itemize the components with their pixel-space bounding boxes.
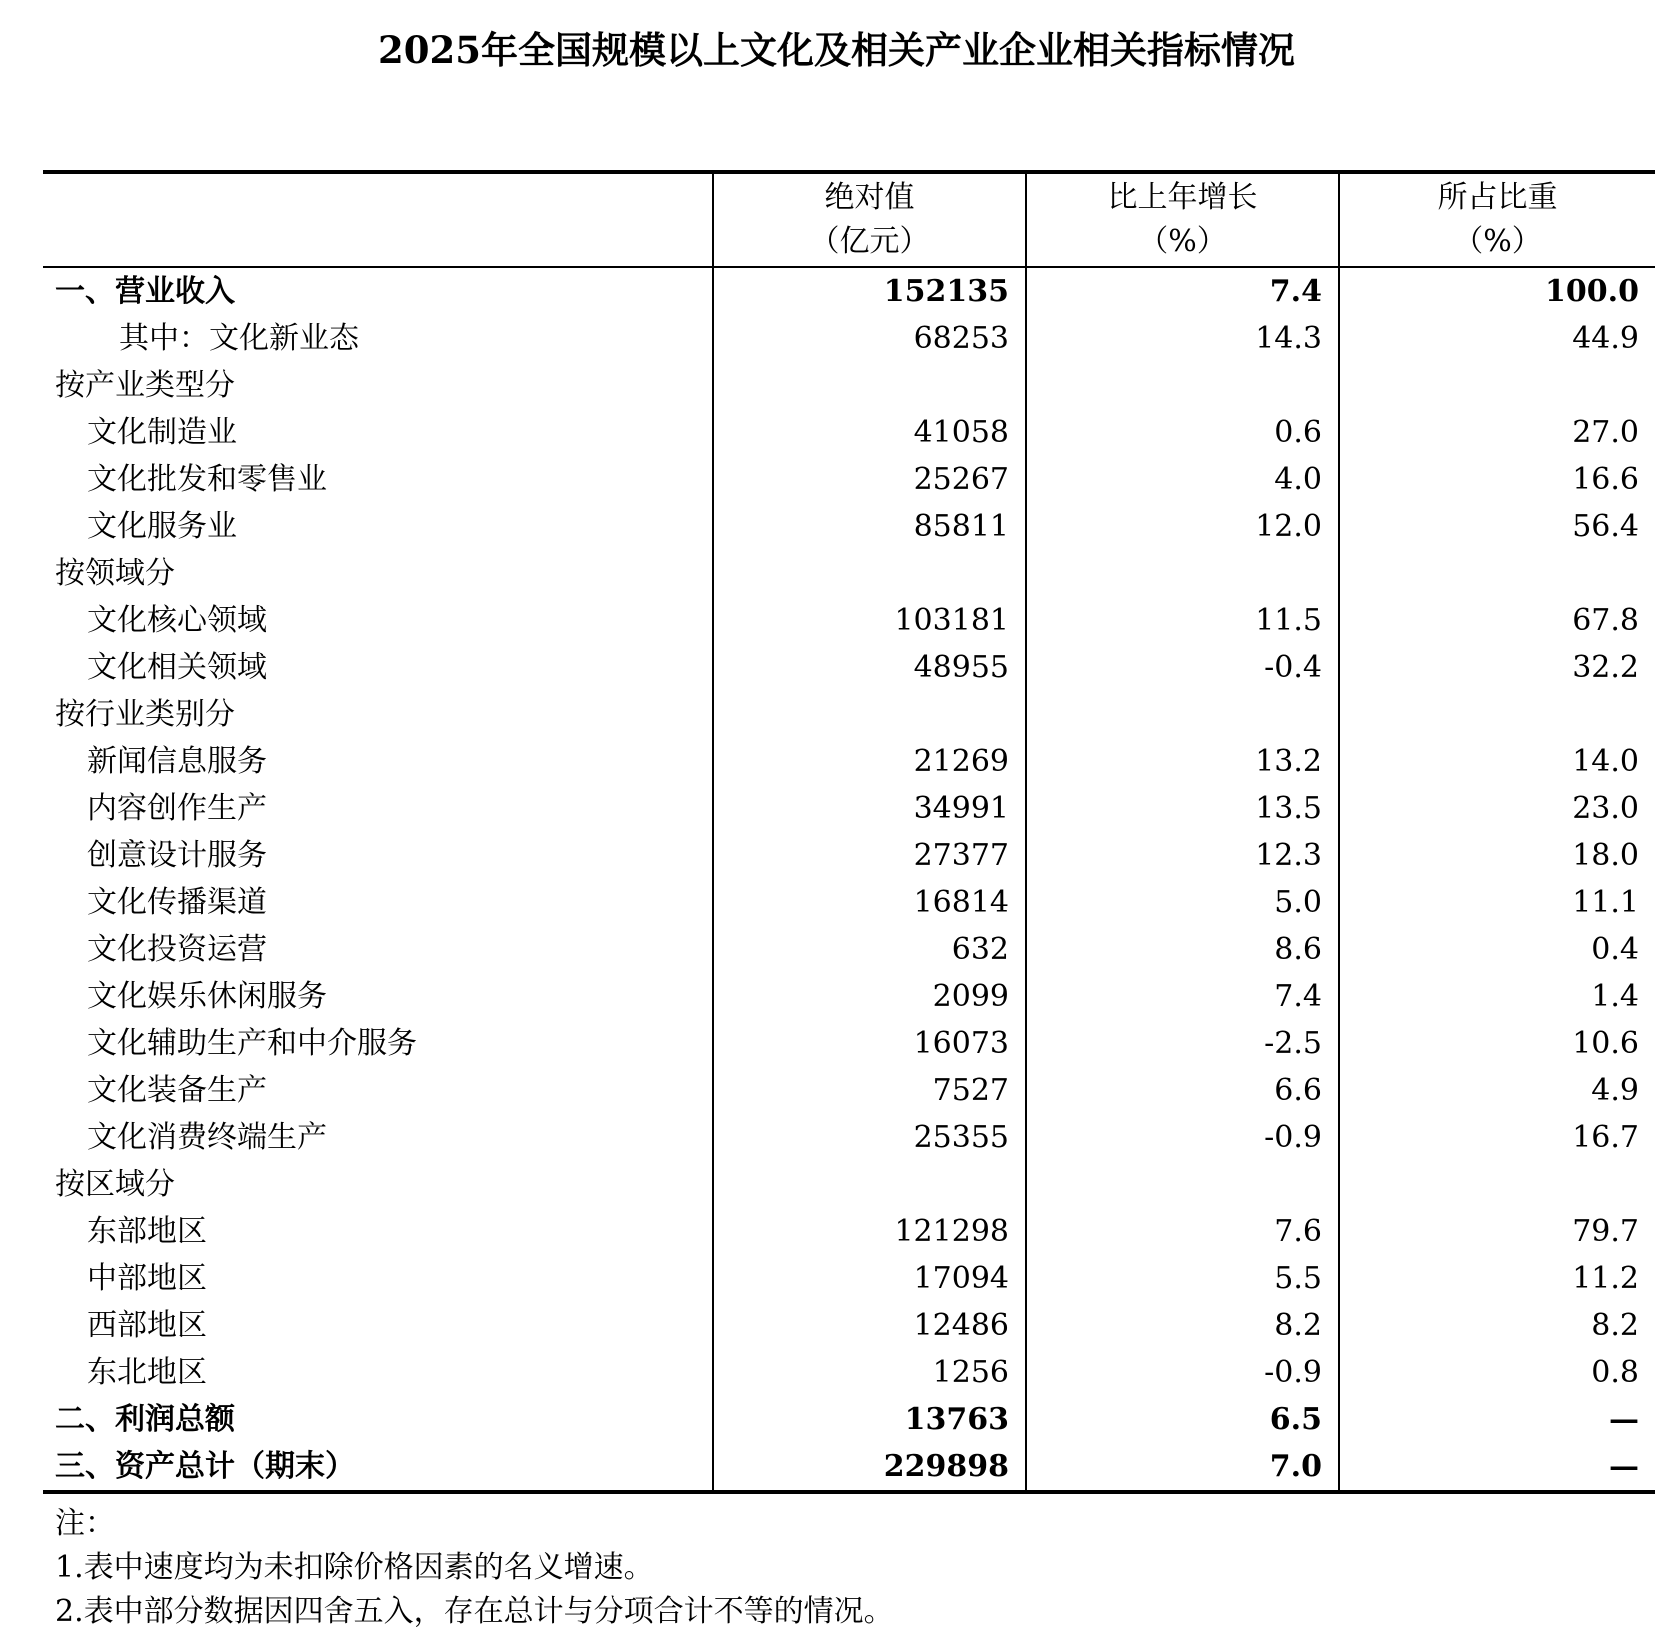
share-cell: 18.0 <box>1339 832 1655 879</box>
share-cell: 11.1 <box>1339 879 1655 926</box>
growth-cell: -2.5 <box>1026 1020 1339 1067</box>
growth-cell: 13.2 <box>1026 738 1339 785</box>
share-cell: 16.7 <box>1339 1114 1655 1161</box>
table-row <box>43 597 1655 644</box>
share-cell: 11.2 <box>1339 1255 1655 1302</box>
header-row <box>43 172 1655 267</box>
table-header <box>43 172 1655 267</box>
value-cell: 12486 <box>713 1302 1026 1349</box>
value-cell: 17094 <box>713 1255 1026 1302</box>
table-body <box>43 267 1655 1492</box>
header-line: 比上年增长 <box>1107 180 1258 215</box>
header-unit: （亿元） <box>809 224 930 259</box>
growth-cell: 4.0 <box>1026 456 1339 503</box>
value-cell: 103181 <box>713 597 1026 644</box>
share-cell: 32.2 <box>1339 644 1655 691</box>
share-cell: 1.4 <box>1339 973 1655 1020</box>
share-cell <box>1339 691 1655 738</box>
growth-cell: 12.3 <box>1026 832 1339 879</box>
table-row <box>43 1161 1655 1208</box>
growth-cell <box>1026 691 1339 738</box>
table-row <box>43 785 1655 832</box>
share-cell: 44.9 <box>1339 315 1655 362</box>
table-row <box>43 409 1655 456</box>
value-cell: 1256 <box>713 1349 1026 1396</box>
value-cell: 25267 <box>713 456 1026 503</box>
notes <box>55 1502 894 1634</box>
table-row <box>43 550 1655 597</box>
note-item: 1.表中速度均为未扣除价格因素的名义增速。 <box>55 1550 654 1585</box>
share-cell <box>1339 1161 1655 1208</box>
row-label: 内容创作生产 <box>87 791 267 826</box>
growth-cell: 0.6 <box>1026 409 1339 456</box>
table-row <box>43 1208 1655 1255</box>
page-title: 2025年全国规模以上文化及相关产业企业相关指标情况 <box>378 28 1295 72</box>
row-label: 文化相关领域 <box>87 650 267 685</box>
table-row <box>43 267 1655 315</box>
row-label: 文化制造业 <box>87 415 237 450</box>
growth-cell: -0.9 <box>1026 1114 1339 1161</box>
value-cell <box>713 362 1026 409</box>
value-cell: 68253 <box>713 315 1026 362</box>
row-label: 其中：文化新业态 <box>119 321 359 356</box>
value-cell: 27377 <box>713 832 1026 879</box>
share-cell: — <box>1339 1443 1655 1492</box>
table-row <box>43 1396 1655 1443</box>
growth-cell: 5.5 <box>1026 1255 1339 1302</box>
value-cell: 7527 <box>713 1067 1026 1114</box>
growth-cell: 7.4 <box>1026 267 1339 315</box>
row-label: 二、利润总额 <box>55 1402 235 1437</box>
growth-cell: 11.5 <box>1026 597 1339 644</box>
value-cell: 21269 <box>713 738 1026 785</box>
row-label: 按领域分 <box>55 556 175 591</box>
table-row <box>43 832 1655 879</box>
table-row <box>43 738 1655 785</box>
row-label: 三、资产总计（期末） <box>55 1449 355 1484</box>
share-cell: 10.6 <box>1339 1020 1655 1067</box>
growth-cell: 8.6 <box>1026 926 1339 973</box>
table-row <box>43 1255 1655 1302</box>
row-label: 一、营业收入 <box>55 274 235 309</box>
share-cell: 100.0 <box>1339 267 1655 315</box>
growth-cell: -0.4 <box>1026 644 1339 691</box>
row-label: 文化核心领域 <box>87 603 267 638</box>
value-cell: 632 <box>713 926 1026 973</box>
growth-cell: 8.2 <box>1026 1302 1339 1349</box>
table-row <box>43 456 1655 503</box>
row-label: 按区域分 <box>55 1167 175 1202</box>
header-absolute-value <box>713 172 1026 267</box>
share-cell: 0.8 <box>1339 1349 1655 1396</box>
share-cell: 8.2 <box>1339 1302 1655 1349</box>
share-cell: — <box>1339 1396 1655 1443</box>
growth-cell: 13.5 <box>1026 785 1339 832</box>
row-label: 文化投资运营 <box>87 932 267 967</box>
table-row <box>43 362 1655 409</box>
row-label: 东北地区 <box>87 1355 207 1390</box>
table-row <box>43 1020 1655 1067</box>
growth-cell: 6.5 <box>1026 1396 1339 1443</box>
header-share <box>1339 172 1655 267</box>
share-cell: 16.6 <box>1339 456 1655 503</box>
table-row <box>43 1114 1655 1161</box>
header-line: 所占比重 <box>1437 180 1558 215</box>
value-cell: 85811 <box>713 503 1026 550</box>
table-row <box>43 503 1655 550</box>
growth-cell: 5.0 <box>1026 879 1339 926</box>
value-cell: 229898 <box>713 1443 1026 1492</box>
row-label: 文化消费终端生产 <box>87 1120 327 1155</box>
header-unit: （%） <box>1138 224 1227 259</box>
value-cell <box>713 691 1026 738</box>
value-cell <box>713 550 1026 597</box>
table-row <box>43 315 1655 362</box>
row-label: 文化传播渠道 <box>87 885 267 920</box>
row-label: 按行业类别分 <box>55 697 235 732</box>
growth-cell: 7.4 <box>1026 973 1339 1020</box>
row-label: 文化辅助生产和中介服务 <box>87 1026 417 1061</box>
value-cell: 34991 <box>713 785 1026 832</box>
share-cell: 27.0 <box>1339 409 1655 456</box>
header-unit: （%） <box>1453 224 1542 259</box>
share-cell: 23.0 <box>1339 785 1655 832</box>
table-row <box>43 1302 1655 1349</box>
header-line: 绝对值 <box>824 180 915 215</box>
share-cell <box>1339 550 1655 597</box>
share-cell: 56.4 <box>1339 503 1655 550</box>
value-cell: 152135 <box>713 267 1026 315</box>
growth-cell: 7.6 <box>1026 1208 1339 1255</box>
table-row <box>43 1443 1655 1492</box>
growth-cell <box>1026 362 1339 409</box>
row-label: 西部地区 <box>87 1308 207 1343</box>
row-label: 文化批发和零售业 <box>87 462 327 497</box>
share-cell: 0.4 <box>1339 926 1655 973</box>
value-cell: 48955 <box>713 644 1026 691</box>
note-item: 2.表中部分数据因四舍五入，存在总计与分项合计不等的情况。 <box>55 1594 894 1629</box>
growth-cell <box>1026 1161 1339 1208</box>
growth-cell: 7.0 <box>1026 1443 1339 1492</box>
row-label: 东部地区 <box>87 1214 207 1249</box>
row-label: 新闻信息服务 <box>87 744 267 779</box>
table-row <box>43 973 1655 1020</box>
value-cell: 16814 <box>713 879 1026 926</box>
table-row <box>43 1067 1655 1114</box>
share-cell: 79.7 <box>1339 1208 1655 1255</box>
value-cell: 25355 <box>713 1114 1026 1161</box>
row-label: 中部地区 <box>87 1261 207 1296</box>
value-cell: 121298 <box>713 1208 1026 1255</box>
row-label: 按产业类型分 <box>55 368 235 403</box>
table-row <box>43 879 1655 926</box>
row-label: 创意设计服务 <box>87 838 267 873</box>
row-label: 文化装备生产 <box>87 1073 267 1108</box>
table-row <box>43 1349 1655 1396</box>
row-label: 文化娱乐休闲服务 <box>87 979 327 1014</box>
value-cell: 13763 <box>713 1396 1026 1443</box>
value-cell <box>713 1161 1026 1208</box>
table-row <box>43 691 1655 738</box>
value-cell: 2099 <box>713 973 1026 1020</box>
share-cell: 67.8 <box>1339 597 1655 644</box>
growth-cell: 14.3 <box>1026 315 1339 362</box>
header-growth <box>1026 172 1339 267</box>
value-cell: 16073 <box>713 1020 1026 1067</box>
value-cell: 41058 <box>713 409 1026 456</box>
share-cell: 4.9 <box>1339 1067 1655 1114</box>
growth-cell: 12.0 <box>1026 503 1339 550</box>
table-row <box>43 926 1655 973</box>
table-row <box>43 644 1655 691</box>
share-cell: 14.0 <box>1339 738 1655 785</box>
growth-cell <box>1026 550 1339 597</box>
share-cell <box>1339 362 1655 409</box>
indicators-table <box>43 170 1655 1494</box>
header-label-column <box>43 172 713 267</box>
growth-cell: -0.9 <box>1026 1349 1339 1396</box>
row-label: 文化服务业 <box>87 509 237 544</box>
notes-heading: 注： <box>55 1506 115 1541</box>
growth-cell: 6.6 <box>1026 1067 1339 1114</box>
